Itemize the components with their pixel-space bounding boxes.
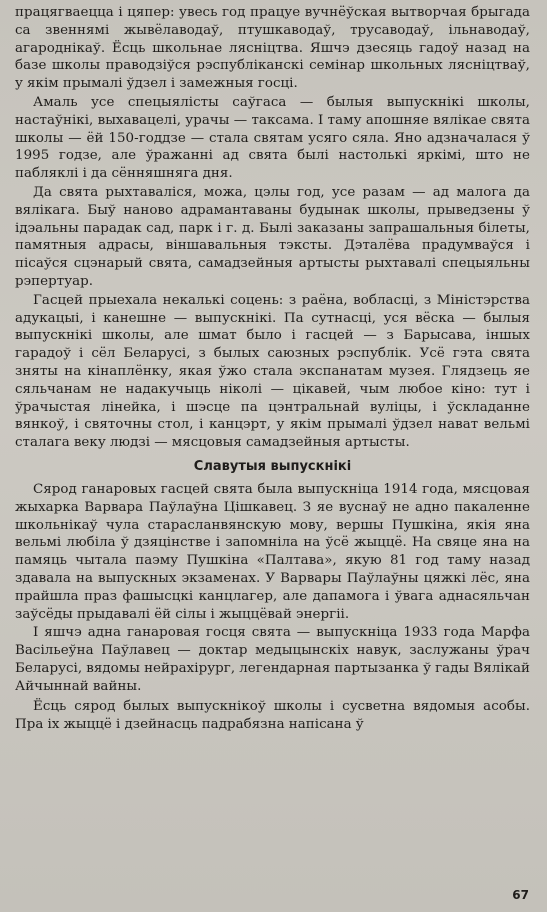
paragraph-preparation: Да свята рыхтаваліся, можа, цэлы год, усе разам — ад малога да вялікага. Быў наново адрамантаваны будынак школы, прыведзены ў ідэальны парадак сад, парк і г. д. Былі заказаны запрашальныя білеты, памятныя адрасы, віншавальныя тэксты. Дэталёва прадумваўся і пісаўся сцэнарый свята, самадзейныя артысты рыхтавалі спецыяльны рэпертуар. bbox=[15, 184, 530, 289]
page-number: 67 bbox=[512, 888, 529, 902]
paragraph-tishkavets: Сярод ганаровых гасцей свята была выпускніца 1914 года, мясцовая жыхарка Варвара Паўлаўна Цішкавец. З яе вуснаў не адно пакаленне школьнікаў чула старасланвянскую мову, вершы Пушкіна, якія яна вельмі любіла ў дзяцінстве і запомніла на ўсё жыццё. На свяце яна на памяць чытала паэму Пушкіна «Палтава», якую 81 год таму назад здавала на выпускных экзаменах. У Варвары Паўлаўны цяжкі лёс, яна прайшла праз фашысцкі канцлагер, але дапамога і ўвага аднасяльчан заўсёды прыдавалі ёй сілы і жыццёвай энергіі. bbox=[15, 481, 530, 622]
paragraph-specialists: Амаль усе спецыялісты саўгаса — былыя выпускнікі школы, настаўнікі, выхавацелі, урачы — таксама. І таму апошняе вялікае свята школы — ёй 150-годдзе — стала святам усяго сяла. Яно адзначалася ў 1995 годзе, але ўражанні ад свята былі настолькі яркімі, што не пабляклі і да сённяшняга дня. bbox=[15, 94, 530, 182]
paragraph-famous-graduates: Ёсць сярод былых выпускнікоў школы і сусветна вядомыя асобы. Пра іх жыццё і дзейнасць падрабязна напісана ў bbox=[15, 699, 530, 733]
paragraph-continuation: працягваецца і цяпер: увесь год працуе вучнёўская вытворчая брыгада са звеннямі жывёлаводаў, птушкаводаў, трусаводаў, ільнаводаў, агароднікаў. Ёсць школьнае лясніцтва. Яшчэ дзесяць гадоў назад на базе школы праводзіўся рэспубліканскі семінар школьных лясніцтваў, у якім прымалі ўдзел і замежныя госці. bbox=[15, 5, 530, 92]
paragraph-guests: Гасцей прыехала некалькі соцень: з раёна, вобласці, з Міністэрства адукацыі, і канешне — выпускнікі. Па сутнасці, уся вёска — былыя выпускнікі школы, але шмат было і гасцей — з Барысава, іншых гарадоў і сёл Беларусі, з былых саюзных рэспублік. Усё гэта свята зняты на кінаплёнку, якая ўжо стала экспанатам музея. Глядзець яе сяльчанам не надакучыць ніколі — цікавей, чым любое кіно: тут і ўрачыстая лінейка, і шэсце па цэнтральнай вуліцы, і ўскладанне вянкоў, і святочны стол, і канцэрт, у якім прымалі ўдзел нават вельмі сталага веку людзі — мясцовыя самадзейныя артысты. bbox=[15, 292, 530, 451]
paragraph-paulavets: І яшчэ адна ганаровая госця свята — выпускніца 1933 года Марфа Васільеўна Паўлавец — доктар медыцынскіх навук, заслужаны ўрач Беларусі, вядомы нейрахірург, легендарная партызанка ў гады Вялікай Айчыннай вайны. bbox=[15, 625, 531, 694]
section-heading: Славутыя выпускнікі bbox=[193, 458, 352, 474]
